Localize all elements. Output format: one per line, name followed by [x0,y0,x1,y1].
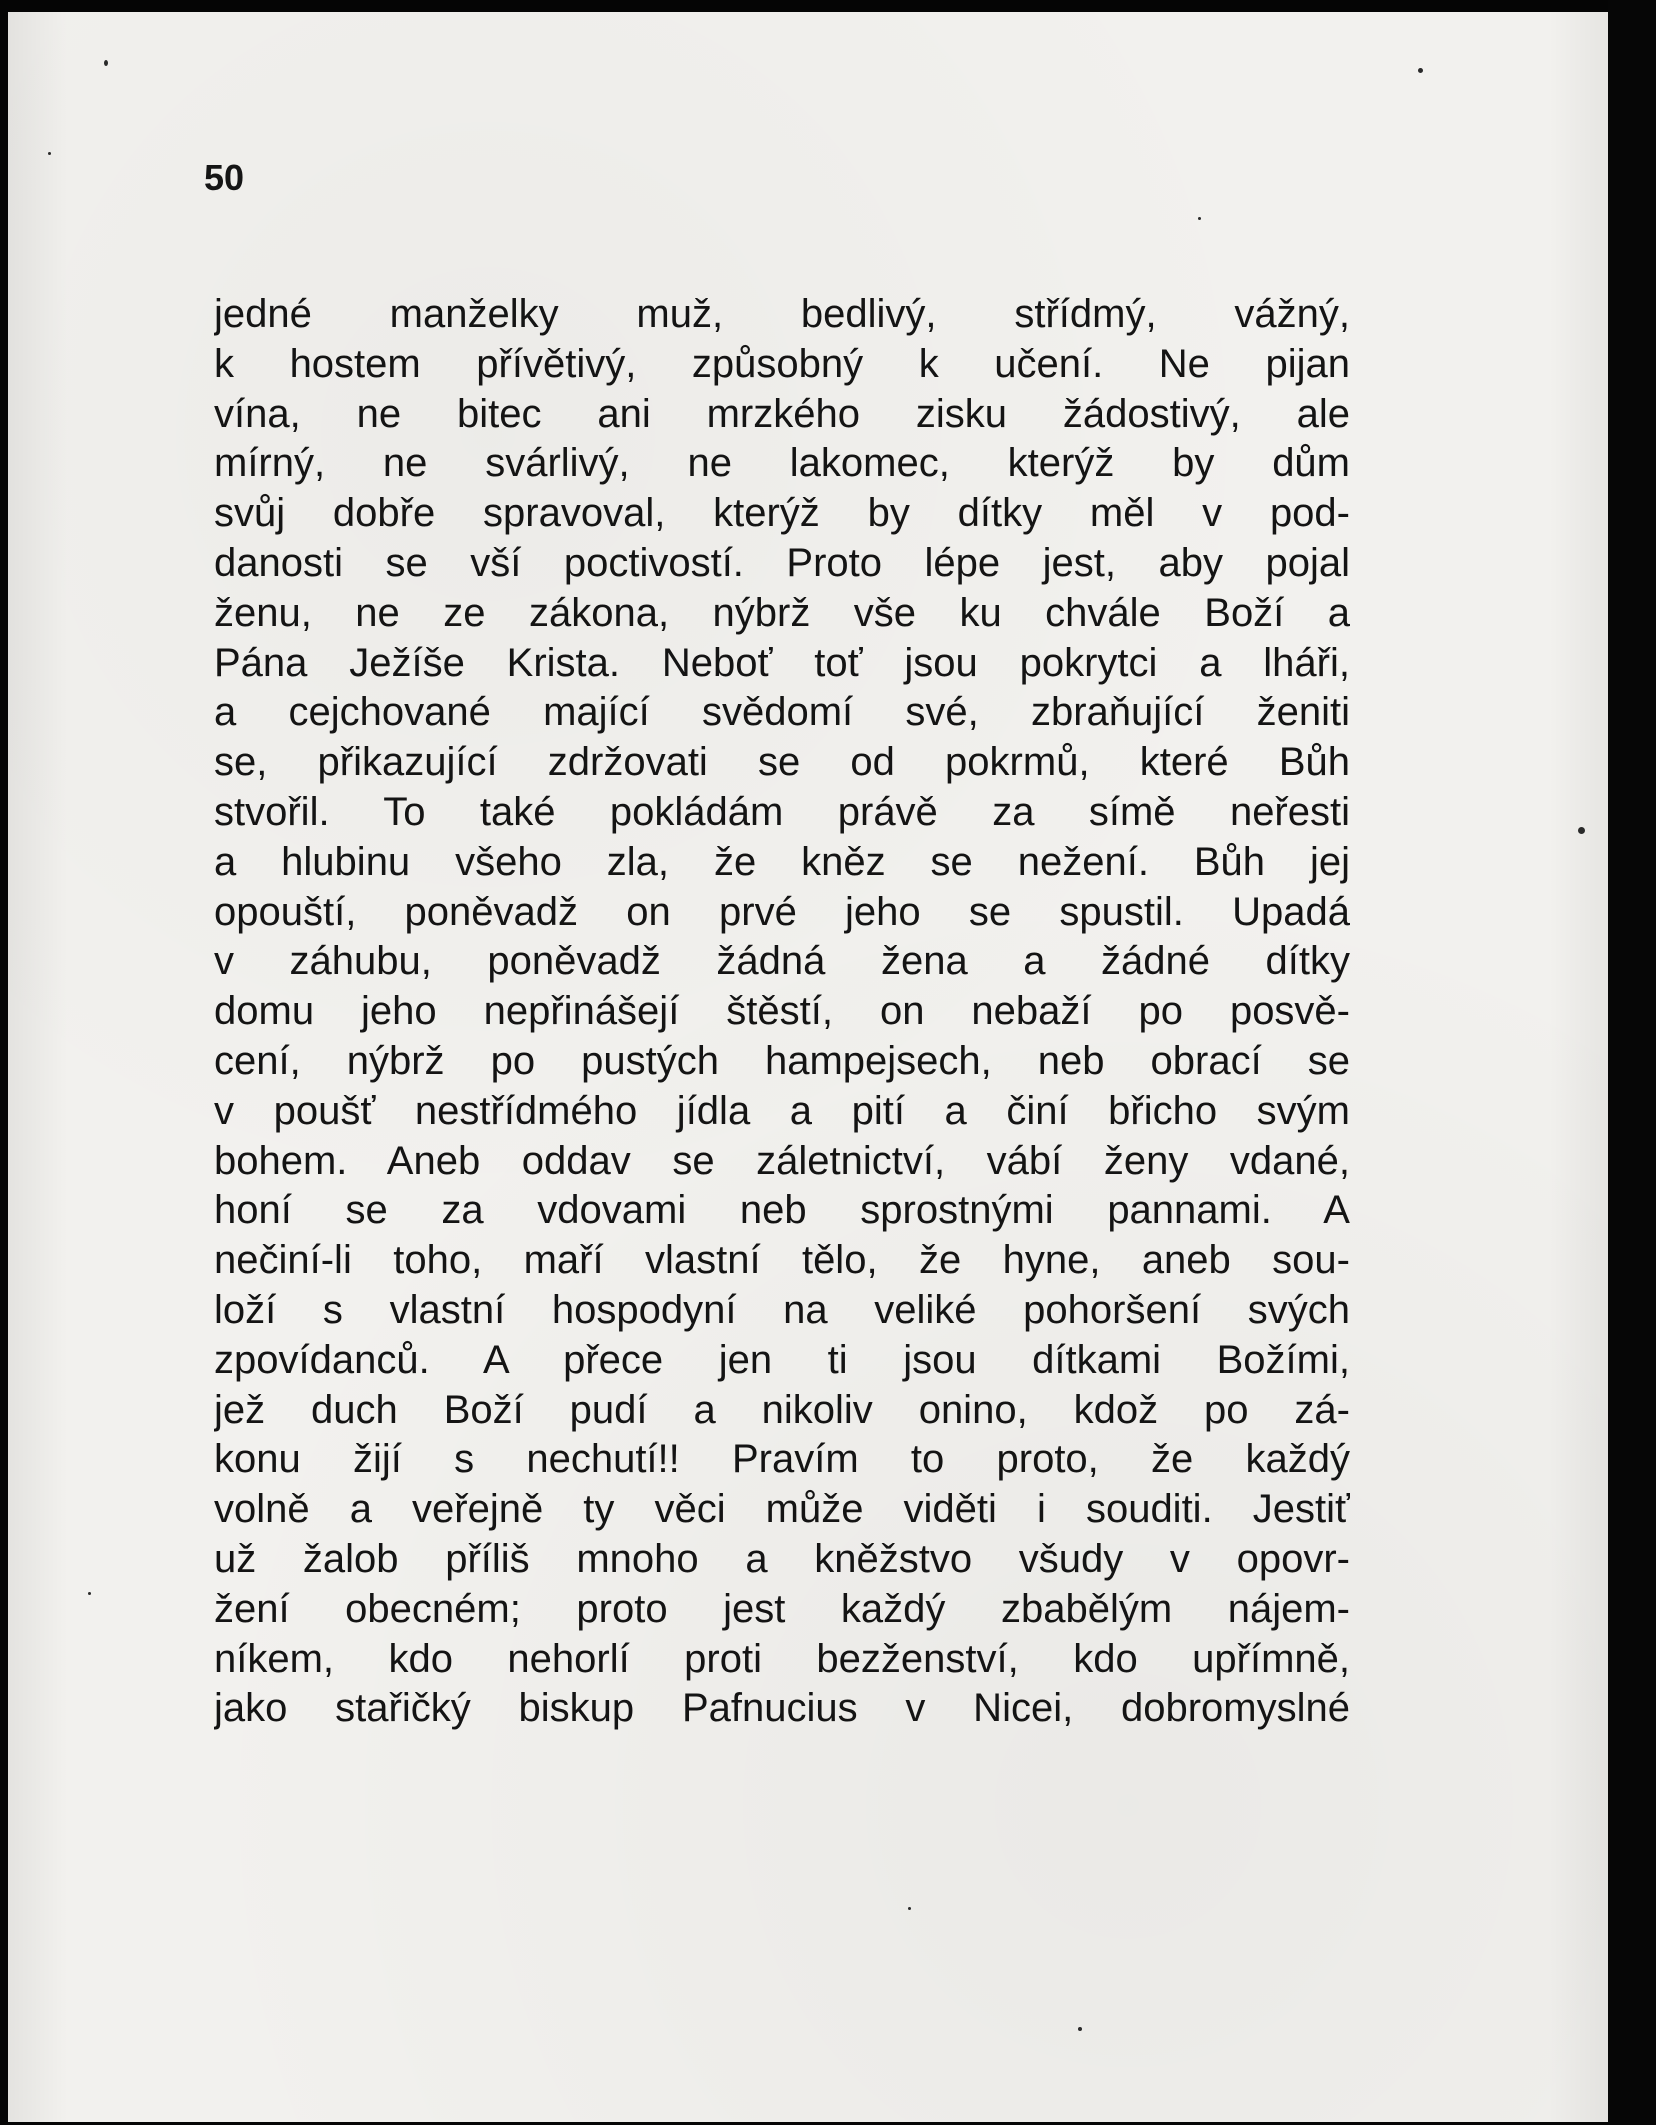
text-line: domu jeho nepřinášejí štěstí, on nebaží po posvě- [214,989,1350,1034]
scan-speck [1198,217,1201,220]
text-line: nečiní-li toho, maří vlastní tělo, že hyne, aneb sou- [214,1238,1350,1283]
text-line: svůj dobře spravoval, kterýž by dítky měl v pod- [214,491,1350,536]
text-line: jedné manželky muž, bedlivý, střídmý, vážný, [214,292,1350,336]
text-line: už žalob příliš mnoho a kněžstvo všudy v opovr- [214,1536,1350,1581]
text-line: opouští, poněvadž on prvé jeho se spustil. Upadá [214,889,1350,934]
text-line: a cejchované mající svědomí své, zbraňující ženiti [214,690,1350,735]
text-line: k hostem přívětivý, způsobný k učení. Ne pijan [214,341,1350,386]
scan-speck [1418,68,1423,73]
scan-speck [1078,2027,1082,2031]
text-line: volně a veřejně ty věci může viděti i souditi. Jestiť [214,1487,1350,1532]
text-line: stvořil. To také pokládám právě za símě neřesti [214,789,1350,834]
text-line: jako stařičký biskup Pafnucius v Nicei, dobromyslné [214,1686,1350,1731]
scan-speck [908,1907,911,1910]
text-line: žení obecném; proto jest každý zbabělým nájem- [214,1586,1350,1631]
text-line: konu žijí s nechutí!! Pravím to proto, že každý [214,1437,1350,1482]
text-line: zpovídanců. A přece jen ti jsou dítkami Božími, [214,1337,1350,1382]
text-line: Pána Ježíše Krista. Neboť toť jsou pokrytci a lháři, [214,640,1350,685]
scan-speck [104,60,108,66]
page-number: 50 [204,157,245,198]
scan-edge-dark [1608,0,1656,2125]
text-line: vína, ne bitec ani mrzkého zisku žádostivý, ale [214,391,1350,436]
text-line: ženu, ne ze zákona, nýbrž vše ku chvále Boží a [214,590,1350,635]
page-body-text [214,290,1350,1734]
text-line: jež duch Boží pudí a nikoliv onino, kdož po zá- [214,1387,1350,1432]
text-line: bohem. Aneb oddav se záletnictví, vábí ženy vdané, [214,1138,1350,1183]
text-line: danosti se vší poctivostí. Proto lépe jest, aby pojal [214,540,1350,585]
text-line: loží s vlastní hospodyní na veliké pohoršení svých [214,1287,1350,1332]
text-line: a hlubinu všeho zla, že kněz se nežení. Bůh jej [214,839,1350,884]
text-line: honí se za vdovami neb sprostnými pannami. A [214,1188,1350,1233]
text-line: se, přikazující zdržovati se od pokrmů, které Bůh [214,740,1350,785]
text-line: cení, nýbrž po pustých hampejsech, neb obrací se [214,1038,1350,1083]
text-line: v záhubu, poněvadž žádná žena a žádné dítky [214,939,1350,984]
scan-speck [48,152,51,155]
text-line: níkem, kdo nehorlí proti bezženství, kdo upřímně, [214,1636,1350,1681]
text-line: v poušť nestřídmého jídla a pití a činí břicho svým [214,1088,1350,1133]
scan-speck [88,1592,91,1595]
scan-speck [1578,827,1585,834]
text-line: mírný, ne svárlivý, ne lakomec, kterýž by dům [214,441,1350,486]
